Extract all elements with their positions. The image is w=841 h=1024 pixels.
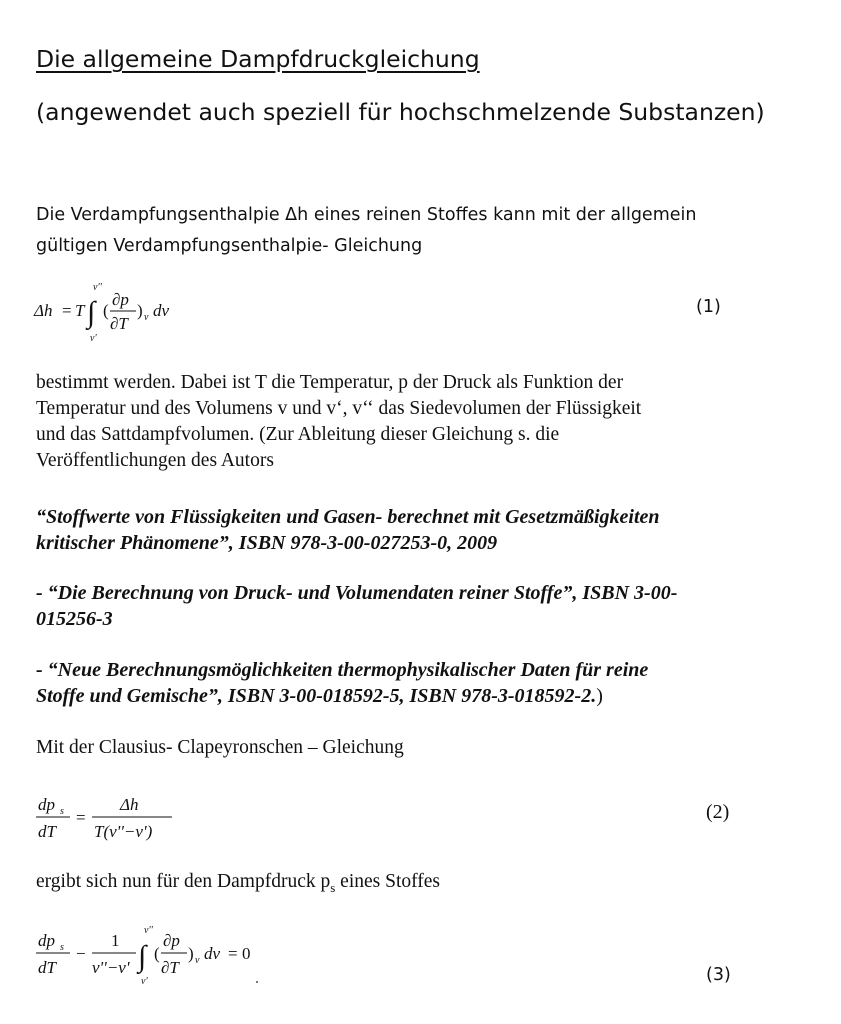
eq2-rhs-numerator: Δh <box>120 795 139 814</box>
eq2-numerator: dp <box>38 795 55 814</box>
body-text-line: Veröffentlichungen des Autors <box>36 450 274 471</box>
eq3-close-paren: ) <box>188 944 194 963</box>
eq3-numerator-subscript: s <box>60 942 64 953</box>
body-text: eines Stoffes <box>335 871 441 892</box>
equation-number: (1) <box>696 297 721 317</box>
eq1-equals: = <box>62 301 72 320</box>
eq1-factor: T <box>75 301 85 320</box>
equation-2 <box>30 784 230 850</box>
reference-line: kritischer Phänomene”, ISBN 978-3-00-027253-0, 2009 <box>36 532 498 554</box>
reference-text: Stoffe und Gemische”, ISBN 3-00-018592-5, ISBN 978-3-018592-2. <box>36 685 597 707</box>
intro-text-line: Die Verdampfungsenthalpie Δh eines reinen Stoffes kann mit der allgemein <box>36 205 697 225</box>
eq3-differential: dv <box>204 944 221 963</box>
eq2-equals: = <box>76 808 86 827</box>
eq3-denominator: dT <box>38 958 56 977</box>
equation-3 <box>30 922 300 988</box>
scan-speck <box>256 981 258 983</box>
equation-number: (2) <box>706 801 730 823</box>
eq3-lower-limit: v' <box>141 976 148 987</box>
eq3-minus: − <box>76 944 86 963</box>
eq1-subscript: v <box>144 312 149 323</box>
page-title: Die allgemeine Dampfdruckgleichung <box>36 45 480 73</box>
eq1-upper-limit: v'' <box>93 282 102 293</box>
reference-line: “Stoffwerte von Flüssigkeiten und Gasen- berechnet mit Gesetzmäßigkeiten <box>36 506 660 528</box>
intro-text-line: gültigen Verdampfungsenthalpie- Gleichung <box>36 236 423 256</box>
page-subtitle: (angewendet auch speziell für hochschmelzende Substanzen) <box>36 98 765 126</box>
eq2-denominator: dT <box>38 822 56 841</box>
integral-sign: ∫ <box>87 296 96 329</box>
equation-number: (3) <box>706 965 731 985</box>
reference-line: - “Neue Berechnungsmöglichkeiten thermophysikalischer Daten für reine <box>36 659 649 681</box>
subscript: s <box>330 879 336 895</box>
reference-line: 015256-3 <box>36 608 113 630</box>
body-text-line <box>36 871 440 896</box>
body-text-line: Mit der Clausius- Clapeyronschen – Gleichung <box>36 737 404 758</box>
closing-parenthesis: ) <box>596 685 603 707</box>
eq3-equals: = <box>228 944 238 963</box>
body-text: ergibt sich nun für den Dampfdruck p <box>36 871 331 892</box>
eq3-subscript: v <box>195 955 200 966</box>
eq3-inner-denominator: ∂T <box>161 958 179 977</box>
eq2-numerator-subscript: s <box>60 806 64 817</box>
eq3-upper-limit: v'' <box>144 925 153 936</box>
eq3-fraction-denominator: v''−v' <box>92 958 130 977</box>
eq1-numerator: ∂p <box>112 290 129 309</box>
eq1-lhs: Δh <box>34 301 53 320</box>
eq1-open-paren: ( <box>103 301 109 320</box>
eq3-fraction-numerator: 1 <box>111 931 120 950</box>
eq3-open-paren: ( <box>154 944 160 963</box>
body-text-line: und das Sattdampfvolumen. (Zur Ableitung dieser Gleichung s. die <box>36 424 560 445</box>
equation-1 <box>30 276 230 350</box>
eq2-rhs-denominator: T(v''−v') <box>94 822 153 841</box>
reference-line: - “Die Berechnung von Druck- und Volumendaten reiner Stoffe”, ISBN 3-00- <box>36 582 678 604</box>
integral-sign: ∫ <box>138 940 147 973</box>
eq3-rhs: 0 <box>242 944 251 963</box>
body-text-line: Temperatur und des Volumens v und v‘, v‘‘ das Siedevolumen der Flüssigkeit <box>36 398 642 419</box>
reference-line <box>36 685 603 708</box>
eq3-inner-numerator: ∂p <box>163 931 180 950</box>
eq3-numerator: dp <box>38 931 55 950</box>
eq1-differential: dv <box>153 301 170 320</box>
body-text-line: bestimmt werden. Dabei ist T die Temperatur, p der Druck als Funktion der <box>36 372 624 393</box>
eq1-lower-limit: v' <box>90 333 97 344</box>
eq1-close-paren: ) <box>137 301 143 320</box>
eq1-denominator: ∂T <box>110 314 128 333</box>
